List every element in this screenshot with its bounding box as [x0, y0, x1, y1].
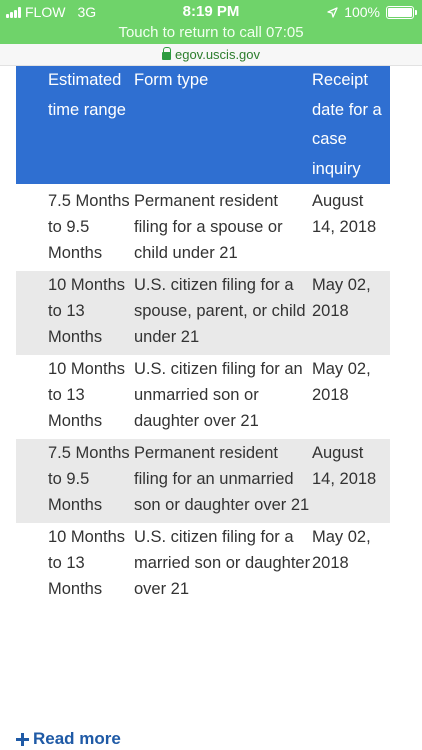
- table-row: [16, 355, 390, 439]
- lock-icon: [162, 52, 171, 60]
- status-bar: [0, 0, 422, 24]
- table-row: [16, 271, 390, 355]
- cell-form-type: U.S. citizen filing for a married son or daughter over 21: [134, 528, 311, 598]
- cell-receipt-date: May 02, 2018: [312, 528, 371, 572]
- cell-receipt-date: August 14, 2018: [312, 444, 377, 488]
- header-receipt-date: Receipt date for a case inquiry: [312, 71, 382, 178]
- battery-level: [388, 8, 412, 17]
- cell-form-type: Permanent resident filing for an unmarried son or daughter over 21: [134, 444, 310, 514]
- cell-form-type: U.S. citizen filing for an unmarried son or daughter over 21: [134, 360, 303, 430]
- cell-time-range: 7.5 Months to 9.5 Months: [48, 192, 130, 262]
- read-more-link[interactable]: [16, 729, 121, 749]
- cell-time-range: 7.5 Months to 9.5 Months: [48, 444, 130, 514]
- battery-icon: [386, 6, 414, 19]
- read-more-label: Read more: [33, 729, 121, 748]
- return-to-call-banner[interactable]: Touch to return to call 07:05: [0, 24, 422, 44]
- table-row: [16, 439, 390, 523]
- cell-time-range: 10 Months to 13 Months: [48, 528, 126, 598]
- network-type: 3G: [77, 4, 97, 20]
- battery-percent: 100%: [344, 4, 380, 20]
- header-time-range: Estimated time range: [48, 71, 126, 119]
- cell-form-type: Permanent resident filing for a spouse or child under 21: [134, 192, 283, 262]
- header-form-type: Form type: [134, 71, 209, 89]
- clock: 8:19 PM: [182, 3, 240, 20]
- table-header-row: [16, 66, 390, 184]
- address-bar[interactable]: [0, 44, 422, 66]
- url-text: egov.uscis.gov: [174, 47, 261, 62]
- carrier-name: FLOW: [25, 4, 66, 20]
- cell-form-type: U.S. citizen filing for a spouse, parent, or child under 21: [134, 276, 306, 346]
- status-right: [327, 4, 414, 20]
- cell-receipt-date: August 14, 2018: [312, 192, 377, 236]
- cell-time-range: 10 Months to 13 Months: [48, 360, 126, 430]
- cell-receipt-date: May 02, 2018: [312, 276, 371, 320]
- processing-times-table: [16, 66, 390, 607]
- cell-time-range: 10 Months to 13 Months: [48, 276, 126, 346]
- table-row: [16, 184, 390, 271]
- location-arrow-icon: [327, 7, 338, 18]
- cell-receipt-date: May 02, 2018: [312, 360, 371, 404]
- table-row: [16, 523, 390, 607]
- plus-icon: [16, 733, 29, 746]
